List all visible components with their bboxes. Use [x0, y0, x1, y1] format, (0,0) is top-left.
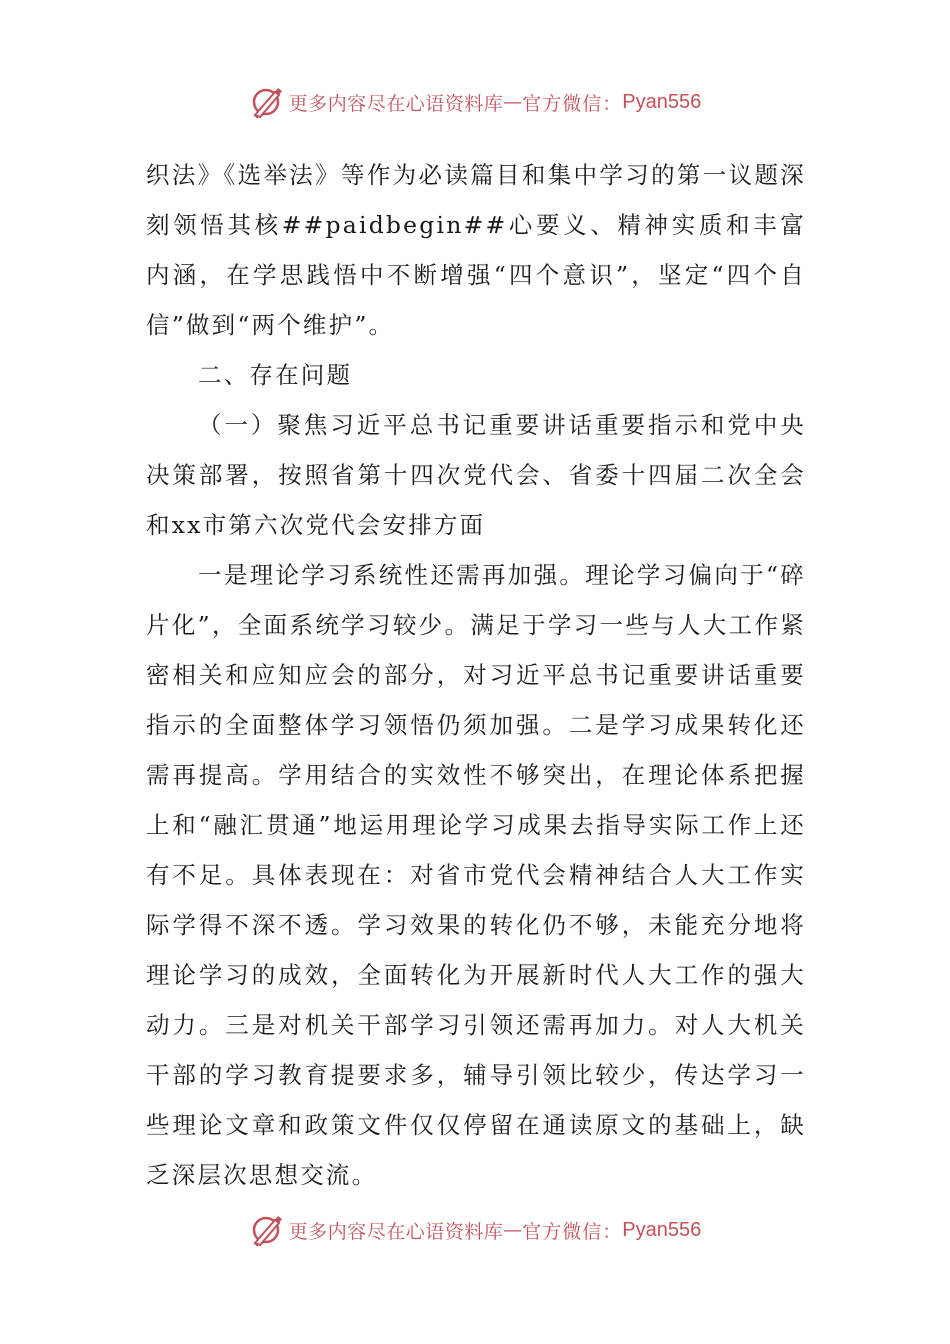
section-heading-problems: 二、存在问题 — [198, 361, 353, 389]
banner-site-text: 更多内容尽在心语资料库 — [288, 92, 504, 115]
header-banner — [0, 82, 950, 122]
banner-wechat-id: Pyan556 — [622, 90, 702, 113]
paragraph-study-continuation: 织法》《选举法》等作为必读篇目和集中学习的第一议题深刻领悟其核##paidbegin##心要义、精神实质和丰富内涵，在学思践悟中不断增强“四个意识”，坚定“四个自信”做到“两个维护”。 — [146, 161, 806, 339]
banner-wechat-label: 官方微信： — [522, 92, 623, 115]
paragraph-problems-detail: 一是理论学习系统性还需再加强。理论学习偏向于“碎片化”，全面系统学习较少。满足于学习一些与人大工作紧密相关和应知应会的部分，对习近平总书记重要讲话重要指示的全面整体学习领悟仍须加强。二是学习成果转化还需再提高。学用结合的实效性不够突出，在理论体系把握上和“融汇贯通”地运用理论学习成果去指导实际工作上还有不足。具体表现在：对省市党代会精神结合人大工作实际学得不深不透。学习效果的转化仍不够，未能充分地将理论学习的成效，全面转化为开展新时代人大工作的强大动力。三是对机关干部学习引领还需再加力。对人大机关干部的学习教育提要求多，辅导引领比较少，传达学习一些理论文章和政策文件仅仅停留在通读原文的基础上，缺乏深层次思想交流。 — [146, 561, 806, 1189]
document-body — [146, 150, 806, 1200]
banner-separator: — — [503, 1219, 523, 1241]
pen-circle-logo-icon — [249, 1212, 285, 1248]
pen-circle-logo-icon — [249, 84, 285, 120]
banner-separator: — — [503, 91, 523, 113]
banner-site-text: 更多内容尽在心语资料库 — [288, 1220, 504, 1243]
subsection-heading-1: （一）聚焦习近平总书记重要讲话重要指示和党中央决策部署，按照省第十四次党代会、省委十四届二次全会和xx市第六次党代会安排方面 — [146, 411, 806, 539]
footer-banner — [0, 1210, 950, 1250]
banner-wechat-label: 官方微信： — [522, 1220, 623, 1243]
banner-wechat-id: Pyan556 — [622, 1218, 702, 1241]
